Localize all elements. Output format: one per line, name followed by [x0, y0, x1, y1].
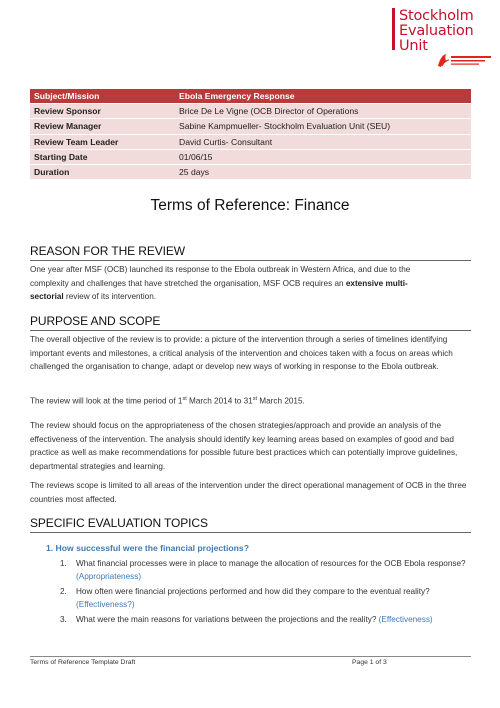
reason-line-3: review of its intervention. [63, 292, 157, 302]
question-text: What were the main reasons for variations between the projections and the reality? [76, 615, 377, 624]
table-key: Review Sponsor [30, 104, 175, 119]
question-number: 3. [60, 615, 67, 624]
question-text: What financial processes were in place to manage the allocation of resources for the OCB Ebola response? [76, 559, 466, 568]
table-value: 25 days [175, 164, 471, 179]
period-text-a: The review will look at the time period of 1 [30, 396, 183, 406]
table-value: 01/06/15 [175, 149, 471, 164]
reason-emphasis-1: extensive multi- [345, 278, 408, 288]
footer-page-number: Page 1 of 3 [352, 659, 387, 666]
reason-line-1: One year after MSF (OCB) launched its response to the Ebola outbreak in Western Africa, and due to the [30, 265, 411, 274]
msf-logo-icon [436, 52, 494, 68]
topic-subheading: 1. How successful were the financial projections? [46, 543, 249, 553]
table-row [30, 119, 471, 134]
purpose-paragraph-1: The overall objective of the review is to provide: a picture of the intervention through a series of timelines identifying important events and milestones, a critical analysis of the intervention and choices taken with a focus on areas which challenged the organisation to change, adapt or develop new ways of working in response to the Ebola outbreak. [30, 335, 453, 372]
table-key: Duration [30, 164, 175, 179]
table-value: Brice De Le Vigne (OCB Director of Operations [175, 104, 471, 119]
footer-left: Terms of Reference Template Draft [30, 659, 136, 666]
review-info-table [30, 89, 471, 180]
question-text: How often were financial projections performed and how did they compare to the eventual reality? [76, 587, 430, 596]
table-value: Ebola Emergency Response [175, 89, 471, 104]
purpose-paragraph-3: The review should focus on the appropriateness of the chosen strategies/approach and provide an analysis of the effectiveness of the intervention. The analysis should identify key learning areas based on examples of good and bad practice as well as make recommendations for possible future best practices which can potentially improve guidelines, departmental strategies and learning. [30, 421, 458, 471]
footer-divider [30, 656, 471, 657]
question-text-wrap [76, 558, 472, 584]
purpose-period [30, 393, 470, 408]
document-title: Terms of Reference: Finance [150, 197, 350, 214]
period-sup-2: st [252, 396, 258, 402]
table-key: Subject/Mission [30, 89, 175, 104]
logo-bar [392, 8, 395, 50]
section-heading-reason: REASON FOR THE REVIEW [30, 244, 471, 261]
reason-paragraph [30, 263, 470, 304]
purpose-paragraph-4: The reviews scope is limited to all areas of the intervention under the direct operational management of OCB in the three countries most affected. [30, 481, 467, 504]
question-number: 2. [60, 587, 67, 596]
period-sup-1: st [182, 396, 187, 402]
question-number: 1. [60, 559, 67, 568]
table-key: Starting Date [30, 149, 175, 164]
period-text-c: March 2015. [257, 396, 305, 406]
question-criterion: (Effectiveness?) [76, 599, 135, 609]
table-row [30, 164, 471, 179]
table-key: Review Manager [30, 119, 175, 134]
table-value: Sabine Kampmueller- Stockholm Evaluation Unit (SEU) [175, 119, 471, 134]
table-row [30, 134, 471, 149]
question-criterion: (Effectiveness) [378, 615, 433, 624]
table-row [30, 104, 471, 119]
table-row [30, 89, 471, 104]
reason-emphasis-2: sectorial [30, 292, 64, 302]
table-key: Review Team Leader [30, 134, 175, 149]
logo-line-1: Stockholm [399, 8, 474, 24]
reason-line-2: complexity and challenges that have stretched the organisation, MSF OCB requires an [30, 278, 346, 288]
table-row [30, 149, 471, 164]
table-value: David Curtis- Consultant [175, 134, 471, 149]
seu-logo [392, 6, 496, 68]
section-heading-purpose: PURPOSE AND SCOPE [30, 314, 471, 331]
question-text-wrap [76, 586, 472, 612]
section-heading-topics: SPECIFIC EVALUATION TOPICS [30, 516, 471, 533]
logo-line-3: Unit [399, 38, 428, 54]
logo-line-2: Evaluation [399, 23, 474, 39]
question-criterion: (Appropriateness) [76, 571, 142, 581]
period-text-b: March 2014 to 31 [186, 396, 253, 406]
question-text-wrap [76, 614, 472, 627]
